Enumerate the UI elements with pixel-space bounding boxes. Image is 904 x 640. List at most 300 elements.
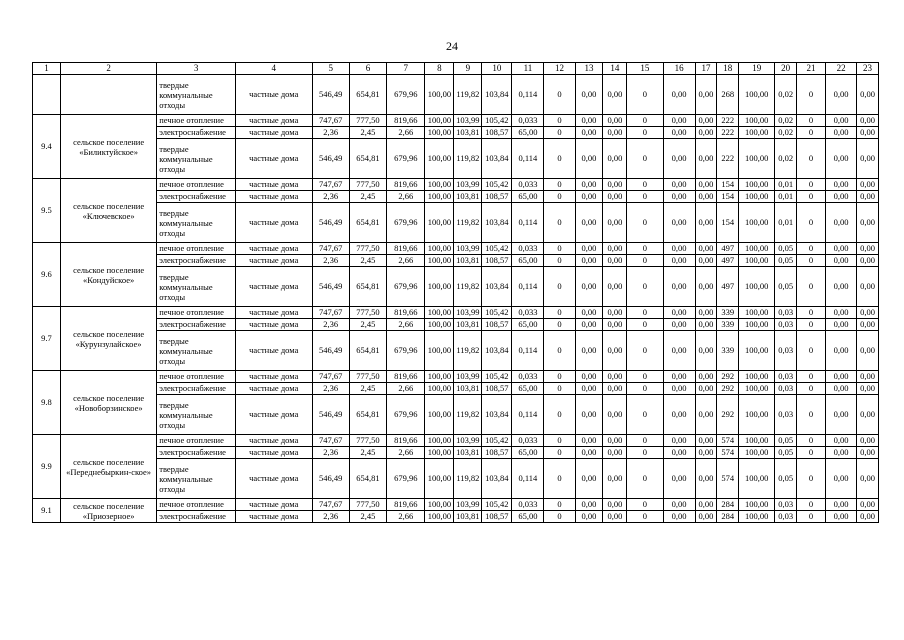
value-cell: 103,81 — [454, 447, 482, 459]
value-cell: 546,49 — [312, 459, 349, 499]
value-cell: 100,00 — [739, 243, 775, 255]
table-row — [33, 139, 879, 179]
value-cell: 0 — [544, 459, 575, 499]
value-cell: 292 — [717, 371, 739, 383]
value-cell: 0,00 — [575, 267, 603, 307]
value-cell: 2,36 — [312, 127, 349, 139]
value-cell: 0,02 — [775, 115, 797, 127]
value-cell: 0,00 — [663, 243, 695, 255]
housing-type-cell: частные дома — [235, 255, 312, 267]
value-cell: 222 — [717, 139, 739, 179]
value-cell: 154 — [717, 179, 739, 191]
table-row — [33, 75, 879, 115]
value-cell: 0,00 — [695, 383, 717, 395]
value-cell: 0,00 — [857, 331, 879, 371]
value-cell: 819,66 — [387, 307, 425, 319]
column-number: 11 — [512, 63, 544, 75]
settlement-cell — [60, 75, 156, 115]
value-cell: 0,02 — [775, 127, 797, 139]
value-cell: 0,00 — [857, 319, 879, 331]
value-cell: 747,67 — [312, 307, 349, 319]
value-cell: 654,81 — [349, 139, 386, 179]
value-cell: 0,02 — [775, 139, 797, 179]
value-cell: 0,00 — [575, 447, 603, 459]
service-cell: печное отопление — [157, 499, 236, 511]
value-cell: 0,05 — [775, 243, 797, 255]
value-cell: 100,00 — [425, 383, 454, 395]
value-cell: 0 — [544, 319, 575, 331]
value-cell: 0,00 — [603, 331, 627, 371]
value-cell: 0,00 — [857, 267, 879, 307]
value-cell: 103,99 — [454, 307, 482, 319]
value-cell: 0 — [544, 395, 575, 435]
housing-type-cell: частные дома — [235, 395, 312, 435]
value-cell: 654,81 — [349, 331, 386, 371]
value-cell: 100,00 — [425, 255, 454, 267]
value-cell: 0,00 — [826, 243, 857, 255]
value-cell: 0,00 — [826, 395, 857, 435]
value-cell: 0 — [797, 203, 826, 243]
value-cell: 0 — [544, 371, 575, 383]
value-cell: 0 — [797, 255, 826, 267]
value-cell: 0,02 — [775, 75, 797, 115]
value-cell: 819,66 — [387, 499, 425, 511]
value-cell: 777,50 — [349, 435, 386, 447]
value-cell: 546,49 — [312, 139, 349, 179]
value-cell: 2,45 — [349, 127, 386, 139]
value-cell: 0,00 — [695, 243, 717, 255]
value-cell: 0,00 — [857, 459, 879, 499]
value-cell: 0,00 — [695, 255, 717, 267]
value-cell: 154 — [717, 191, 739, 203]
value-cell: 0,00 — [826, 255, 857, 267]
tariff-table — [32, 62, 879, 523]
value-cell: 0,00 — [603, 179, 627, 191]
column-number: 18 — [717, 63, 739, 75]
value-cell: 0 — [797, 435, 826, 447]
value-cell: 0 — [544, 127, 575, 139]
value-cell: 2,45 — [349, 191, 386, 203]
service-cell: печное отопление — [157, 371, 236, 383]
value-cell: 0,00 — [663, 395, 695, 435]
value-cell: 777,50 — [349, 179, 386, 191]
value-cell: 0,05 — [775, 255, 797, 267]
value-cell: 2,45 — [349, 511, 386, 523]
value-cell: 105,42 — [482, 499, 512, 511]
value-cell: 0,114 — [512, 139, 544, 179]
service-cell: твердые коммунальные отходы — [157, 459, 236, 499]
value-cell: 100,00 — [739, 203, 775, 243]
service-cell: твердые коммунальные отходы — [157, 75, 236, 115]
table-row — [33, 267, 879, 307]
service-cell: печное отопление — [157, 179, 236, 191]
value-cell: 0,00 — [826, 203, 857, 243]
value-cell: 0,114 — [512, 331, 544, 371]
service-cell: твердые коммунальные отходы — [157, 203, 236, 243]
value-cell: 0,00 — [575, 319, 603, 331]
value-cell: 100,00 — [425, 243, 454, 255]
value-cell: 0,00 — [663, 511, 695, 523]
value-cell: 0 — [627, 307, 663, 319]
value-cell: 0,033 — [512, 179, 544, 191]
housing-type-cell: частные дома — [235, 307, 312, 319]
value-cell: 0,00 — [663, 459, 695, 499]
value-cell: 0,00 — [857, 115, 879, 127]
value-cell: 119,82 — [454, 331, 482, 371]
value-cell: 0,114 — [512, 75, 544, 115]
value-cell: 0 — [544, 179, 575, 191]
value-cell: 0,00 — [663, 179, 695, 191]
value-cell: 0,00 — [575, 395, 603, 435]
column-number: 15 — [627, 63, 663, 75]
value-cell: 2,66 — [387, 383, 425, 395]
value-cell: 0,00 — [663, 331, 695, 371]
value-cell: 100,00 — [739, 75, 775, 115]
value-cell: 2,36 — [312, 383, 349, 395]
value-cell: 0,00 — [857, 127, 879, 139]
value-cell: 777,50 — [349, 115, 386, 127]
value-cell: 497 — [717, 255, 739, 267]
table-row — [33, 447, 879, 459]
value-cell: 574 — [717, 435, 739, 447]
value-cell: 103,81 — [454, 255, 482, 267]
value-cell: 0,00 — [695, 435, 717, 447]
value-cell: 0,00 — [603, 255, 627, 267]
value-cell: 103,84 — [482, 267, 512, 307]
value-cell: 0,00 — [603, 203, 627, 243]
value-cell: 0,00 — [603, 127, 627, 139]
table-row — [33, 395, 879, 435]
value-cell: 0,00 — [857, 243, 879, 255]
value-cell: 0,00 — [695, 203, 717, 243]
value-cell: 0,00 — [603, 435, 627, 447]
value-cell: 0 — [544, 383, 575, 395]
value-cell: 0,03 — [775, 511, 797, 523]
value-cell: 0 — [627, 127, 663, 139]
value-cell: 0 — [797, 371, 826, 383]
value-cell: 0 — [797, 499, 826, 511]
value-cell: 0,00 — [695, 447, 717, 459]
value-cell: 0 — [627, 139, 663, 179]
value-cell: 0,00 — [663, 203, 695, 243]
row-number-cell: 9.7 — [33, 307, 61, 371]
value-cell: 100,00 — [425, 127, 454, 139]
housing-type-cell: частные дома — [235, 243, 312, 255]
service-cell: электроснабжение — [157, 383, 236, 395]
housing-type-cell: частные дома — [235, 447, 312, 459]
value-cell: 0,00 — [663, 447, 695, 459]
value-cell: 777,50 — [349, 371, 386, 383]
value-cell: 0,00 — [826, 447, 857, 459]
value-cell: 100,00 — [425, 371, 454, 383]
value-cell: 0,00 — [695, 127, 717, 139]
column-number: 13 — [575, 63, 603, 75]
value-cell: 105,42 — [482, 243, 512, 255]
value-cell: 103,81 — [454, 383, 482, 395]
value-cell: 0,00 — [663, 499, 695, 511]
value-cell: 0,00 — [695, 371, 717, 383]
housing-type-cell: частные дома — [235, 75, 312, 115]
value-cell: 0,00 — [575, 307, 603, 319]
value-cell: 0,00 — [695, 459, 717, 499]
value-cell: 777,50 — [349, 307, 386, 319]
value-cell: 0,00 — [575, 383, 603, 395]
value-cell: 0,05 — [775, 447, 797, 459]
value-cell: 0,033 — [512, 243, 544, 255]
value-cell: 819,66 — [387, 371, 425, 383]
value-cell: 0,033 — [512, 435, 544, 447]
value-cell: 0 — [544, 331, 575, 371]
value-cell: 0,00 — [857, 499, 879, 511]
table-row — [33, 203, 879, 243]
value-cell: 0,03 — [775, 307, 797, 319]
value-cell: 0,00 — [695, 139, 717, 179]
value-cell: 0,00 — [857, 307, 879, 319]
column-number-row — [33, 63, 879, 75]
value-cell: 0 — [544, 139, 575, 179]
value-cell: 0 — [797, 459, 826, 499]
value-cell: 100,00 — [739, 127, 775, 139]
value-cell: 100,00 — [425, 75, 454, 115]
value-cell: 654,81 — [349, 395, 386, 435]
value-cell: 0 — [797, 395, 826, 435]
value-cell: 0,00 — [826, 371, 857, 383]
value-cell: 2,36 — [312, 511, 349, 523]
value-cell: 0,03 — [775, 371, 797, 383]
value-cell: 0,00 — [603, 115, 627, 127]
value-cell: 65,00 — [512, 255, 544, 267]
value-cell: 747,67 — [312, 435, 349, 447]
value-cell: 0,03 — [775, 331, 797, 371]
value-cell: 0,00 — [826, 511, 857, 523]
column-number: 1 — [33, 63, 61, 75]
value-cell: 0,00 — [663, 75, 695, 115]
table-row — [33, 459, 879, 499]
value-cell: 0,00 — [603, 499, 627, 511]
value-cell: 0,033 — [512, 307, 544, 319]
value-cell: 0,00 — [695, 511, 717, 523]
value-cell: 819,66 — [387, 179, 425, 191]
value-cell: 119,82 — [454, 459, 482, 499]
service-cell: твердые коммунальные отходы — [157, 331, 236, 371]
value-cell: 100,00 — [425, 203, 454, 243]
value-cell: 100,00 — [739, 179, 775, 191]
table-row — [33, 179, 879, 191]
value-cell: 0 — [797, 115, 826, 127]
value-cell: 679,96 — [387, 331, 425, 371]
value-cell: 0,00 — [695, 319, 717, 331]
value-cell: 777,50 — [349, 499, 386, 511]
value-cell: 0 — [627, 179, 663, 191]
value-cell: 0 — [627, 435, 663, 447]
value-cell: 0,00 — [695, 499, 717, 511]
value-cell: 65,00 — [512, 127, 544, 139]
column-number: 9 — [454, 63, 482, 75]
value-cell: 0,033 — [512, 115, 544, 127]
value-cell: 0 — [627, 319, 663, 331]
housing-type-cell: частные дома — [235, 139, 312, 179]
row-number-cell: 9.9 — [33, 435, 61, 499]
column-number: 3 — [157, 63, 236, 75]
column-number: 20 — [775, 63, 797, 75]
value-cell: 100,00 — [425, 499, 454, 511]
value-cell: 2,36 — [312, 447, 349, 459]
value-cell: 0,00 — [603, 447, 627, 459]
value-cell: 103,84 — [482, 331, 512, 371]
column-number: 22 — [826, 63, 857, 75]
value-cell: 100,00 — [739, 395, 775, 435]
value-cell: 100,00 — [425, 447, 454, 459]
value-cell: 0,00 — [826, 383, 857, 395]
value-cell: 0,114 — [512, 395, 544, 435]
value-cell: 0,00 — [826, 191, 857, 203]
column-number: 19 — [739, 63, 775, 75]
value-cell: 0,00 — [826, 75, 857, 115]
value-cell: 546,49 — [312, 267, 349, 307]
value-cell: 284 — [717, 499, 739, 511]
settlement-cell: сельское поселение «Ключевское» — [60, 179, 156, 243]
housing-type-cell: частные дома — [235, 459, 312, 499]
value-cell: 2,66 — [387, 511, 425, 523]
housing-type-cell: частные дома — [235, 203, 312, 243]
settlement-cell: сельское поселение «Новоборзинское» — [60, 371, 156, 435]
table-row — [33, 371, 879, 383]
value-cell: 108,57 — [482, 319, 512, 331]
value-cell: 0,00 — [857, 191, 879, 203]
value-cell: 0,00 — [575, 127, 603, 139]
table-row — [33, 319, 879, 331]
value-cell: 0,00 — [603, 459, 627, 499]
service-cell: электроснабжение — [157, 191, 236, 203]
value-cell: 0 — [544, 307, 575, 319]
row-number-cell: 9.5 — [33, 179, 61, 243]
value-cell: 0,03 — [775, 383, 797, 395]
column-number: 5 — [312, 63, 349, 75]
value-cell: 0,114 — [512, 459, 544, 499]
column-number: 8 — [425, 63, 454, 75]
value-cell: 0,01 — [775, 191, 797, 203]
value-cell: 2,36 — [312, 319, 349, 331]
value-cell: 0,00 — [603, 267, 627, 307]
value-cell: 0,00 — [857, 435, 879, 447]
value-cell: 0,00 — [575, 139, 603, 179]
value-cell: 100,00 — [425, 179, 454, 191]
value-cell: 0,00 — [826, 459, 857, 499]
value-cell: 0,00 — [695, 75, 717, 115]
value-cell: 100,00 — [739, 383, 775, 395]
table-row — [33, 243, 879, 255]
housing-type-cell: частные дома — [235, 435, 312, 447]
value-cell: 103,99 — [454, 435, 482, 447]
value-cell: 497 — [717, 267, 739, 307]
value-cell: 100,00 — [739, 511, 775, 523]
value-cell: 0,00 — [826, 499, 857, 511]
value-cell: 100,00 — [425, 139, 454, 179]
value-cell: 119,82 — [454, 395, 482, 435]
value-cell: 100,00 — [739, 435, 775, 447]
value-cell: 0,03 — [775, 319, 797, 331]
value-cell: 0,01 — [775, 203, 797, 243]
value-cell: 0 — [544, 447, 575, 459]
value-cell: 747,67 — [312, 499, 349, 511]
value-cell: 0,00 — [663, 267, 695, 307]
value-cell: 0 — [544, 511, 575, 523]
value-cell: 119,82 — [454, 75, 482, 115]
value-cell: 0,00 — [603, 371, 627, 383]
value-cell: 103,81 — [454, 319, 482, 331]
value-cell: 0,033 — [512, 499, 544, 511]
value-cell: 0,00 — [663, 319, 695, 331]
value-cell: 292 — [717, 395, 739, 435]
row-number-cell: 9.6 — [33, 243, 61, 307]
value-cell: 0,00 — [663, 139, 695, 179]
value-cell: 103,99 — [454, 371, 482, 383]
value-cell: 546,49 — [312, 203, 349, 243]
value-cell: 654,81 — [349, 75, 386, 115]
housing-type-cell: частные дома — [235, 127, 312, 139]
value-cell: 747,67 — [312, 243, 349, 255]
value-cell: 2,66 — [387, 447, 425, 459]
value-cell: 0,00 — [663, 383, 695, 395]
value-cell: 0 — [544, 115, 575, 127]
value-cell: 65,00 — [512, 319, 544, 331]
value-cell: 0,00 — [695, 395, 717, 435]
value-cell: 747,67 — [312, 371, 349, 383]
value-cell: 0 — [544, 191, 575, 203]
value-cell: 0,00 — [575, 203, 603, 243]
value-cell: 105,42 — [482, 307, 512, 319]
value-cell: 339 — [717, 307, 739, 319]
table-row — [33, 191, 879, 203]
value-cell: 0,00 — [857, 179, 879, 191]
value-cell: 2,66 — [387, 255, 425, 267]
value-cell: 0 — [797, 243, 826, 255]
value-cell: 100,00 — [739, 307, 775, 319]
column-number: 4 — [235, 63, 312, 75]
value-cell: 0 — [627, 191, 663, 203]
value-cell: 0,00 — [826, 435, 857, 447]
column-number: 2 — [60, 63, 156, 75]
value-cell: 0 — [797, 191, 826, 203]
service-cell: твердые коммунальные отходы — [157, 395, 236, 435]
value-cell: 0,114 — [512, 267, 544, 307]
service-cell: электроснабжение — [157, 511, 236, 523]
value-cell: 100,00 — [425, 511, 454, 523]
value-cell: 0,00 — [575, 435, 603, 447]
value-cell: 0 — [544, 75, 575, 115]
value-cell: 654,81 — [349, 203, 386, 243]
table-row — [33, 435, 879, 447]
value-cell: 0,00 — [575, 255, 603, 267]
service-cell: электроснабжение — [157, 255, 236, 267]
value-cell: 103,84 — [482, 459, 512, 499]
housing-type-cell: частные дома — [235, 371, 312, 383]
value-cell: 0,01 — [775, 179, 797, 191]
value-cell: 0 — [627, 203, 663, 243]
value-cell: 0 — [797, 267, 826, 307]
value-cell: 679,96 — [387, 139, 425, 179]
value-cell: 103,84 — [482, 139, 512, 179]
value-cell: 0,00 — [857, 255, 879, 267]
value-cell: 2,45 — [349, 447, 386, 459]
value-cell: 0 — [797, 127, 826, 139]
value-cell: 0 — [544, 203, 575, 243]
value-cell: 0,00 — [857, 203, 879, 243]
value-cell: 108,57 — [482, 447, 512, 459]
value-cell: 2,36 — [312, 191, 349, 203]
value-cell: 2,45 — [349, 255, 386, 267]
value-cell: 0,00 — [663, 127, 695, 139]
